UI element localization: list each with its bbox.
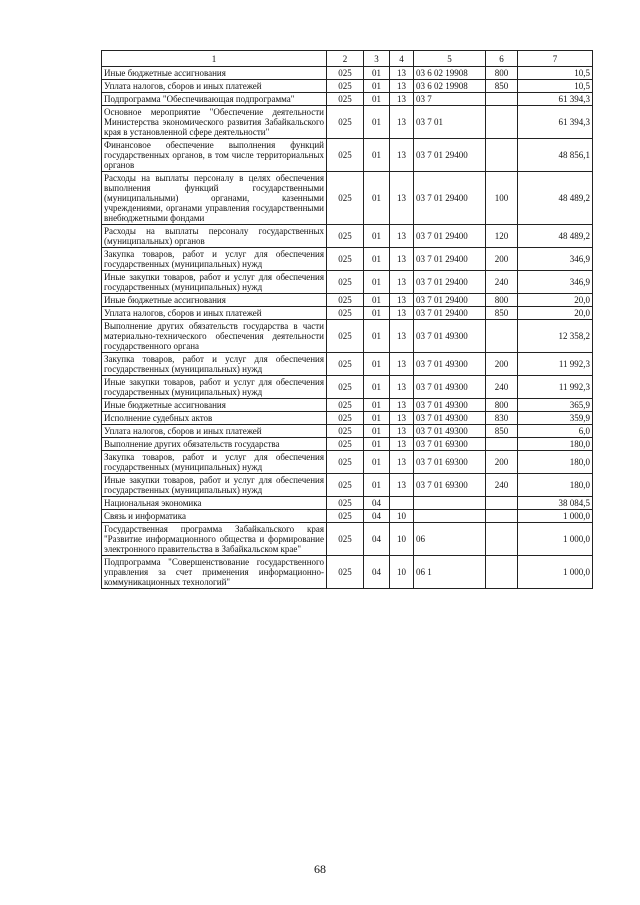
row-grbs-cell: 025 [327,412,364,425]
row-sum-cell: 1 000,0 [518,510,593,523]
row-name-cell: Иные бюджетные ассигнования [102,399,327,412]
row-grbs-cell: 025 [327,425,364,438]
row-expense-type-cell: 800 [486,294,518,307]
row-name-cell: Национальная экономика [102,497,327,510]
row-name-cell: Выполнение других обязательств государства в части материально-технического обеспечения деятельности государственного органа [102,320,327,353]
row-sum-cell: 48 489,2 [518,225,593,248]
row-section-cell: 01 [364,412,390,425]
table-row [102,271,593,294]
table-row [102,438,593,451]
row-target-article-cell: 03 7 01 29400 [414,172,486,225]
row-expense-type-cell [486,139,518,172]
row-name-cell: Выполнение других обязательств государства [102,438,327,451]
table-row [102,510,593,523]
header-row [102,51,593,67]
row-sum-cell: 11 992,3 [518,353,593,376]
row-sum-cell: 61 394,3 [518,93,593,106]
row-grbs-cell: 025 [327,271,364,294]
row-grbs-cell: 025 [327,320,364,353]
row-sum-cell: 1 000,0 [518,523,593,556]
row-grbs-cell: 025 [327,294,364,307]
row-section-cell: 01 [364,353,390,376]
table-body [102,67,593,589]
row-expense-type-cell: 800 [486,399,518,412]
col-header-section: 3 [364,51,390,67]
row-sum-cell: 48 489,2 [518,172,593,225]
row-subsection-cell: 13 [390,248,414,271]
row-subsection-cell: 10 [390,556,414,589]
table-row [102,106,593,139]
row-name-cell: Иные бюджетные ассигнования [102,67,327,80]
row-target-article-cell [414,497,486,510]
table-row [102,412,593,425]
row-grbs-cell: 025 [327,376,364,399]
row-expense-type-cell: 200 [486,248,518,271]
row-sum-cell: 12 358,2 [518,320,593,353]
row-subsection-cell: 13 [390,67,414,80]
row-name-cell: Уплата налогов, сборов и иных платежей [102,307,327,320]
row-name-cell: Подпрограмма "Обеспечивающая подпрограмма" [102,93,327,106]
row-target-article-cell: 03 7 01 49300 [414,412,486,425]
row-name-cell: Уплата налогов, сборов и иных платежей [102,425,327,438]
table-row [102,172,593,225]
row-name-cell: Иные бюджетные ассигнования [102,294,327,307]
table-row [102,474,593,497]
col-header-name: 1 [102,51,327,67]
row-subsection-cell: 10 [390,523,414,556]
row-grbs-cell: 025 [327,438,364,451]
row-subsection-cell: 13 [390,139,414,172]
row-sum-cell: 20,0 [518,307,593,320]
row-section-cell: 04 [364,510,390,523]
table-row [102,139,593,172]
row-target-article-cell: 03 7 01 29400 [414,294,486,307]
row-target-article-cell: 03 6 02 19908 [414,80,486,93]
row-target-article-cell: 03 7 01 49300 [414,425,486,438]
row-name-cell: Иные закупки товаров, работ и услуг для обеспечения государственных (муниципальных) нужд [102,271,327,294]
row-subsection-cell: 13 [390,294,414,307]
row-target-article-cell: 03 7 01 49300 [414,399,486,412]
row-grbs-cell: 025 [327,399,364,412]
row-subsection-cell: 13 [390,271,414,294]
row-expense-type-cell: 850 [486,425,518,438]
row-name-cell: Исполнение судебных актов [102,412,327,425]
row-subsection-cell: 13 [390,451,414,474]
table-row [102,399,593,412]
table-row [102,248,593,271]
row-subsection-cell: 13 [390,320,414,353]
row-sum-cell: 365,9 [518,399,593,412]
row-section-cell: 01 [364,438,390,451]
row-name-cell: Иные закупки товаров, работ и услуг для обеспечения государственных (муниципальных) нужд [102,376,327,399]
row-section-cell: 01 [364,248,390,271]
row-sum-cell: 11 992,3 [518,376,593,399]
budget-table [101,50,593,589]
row-expense-type-cell: 200 [486,451,518,474]
row-grbs-cell: 025 [327,510,364,523]
row-name-cell: Уплата налогов, сборов и иных платежей [102,80,327,93]
row-section-cell: 01 [364,451,390,474]
row-grbs-cell: 025 [327,80,364,93]
row-target-article-cell: 03 7 01 69300 [414,438,486,451]
row-grbs-cell: 025 [327,307,364,320]
row-subsection-cell [390,497,414,510]
row-subsection-cell: 13 [390,474,414,497]
row-sum-cell: 10,5 [518,67,593,80]
row-subsection-cell: 10 [390,510,414,523]
row-section-cell: 01 [364,320,390,353]
row-target-article-cell [414,510,486,523]
row-name-cell: Финансовое обеспечение выполнения функций государственных органов, в том числе территориальных органов [102,139,327,172]
page-number: 68 [314,862,326,876]
row-subsection-cell: 13 [390,80,414,93]
row-section-cell: 01 [364,376,390,399]
row-name-cell: Закупка товаров, работ и услуг для обеспечения государственных (муниципальных) нужд [102,451,327,474]
row-sum-cell: 38 084,5 [518,497,593,510]
row-name-cell: Основное мероприятие "Обеспечение деятельности Министерства экономического развития Забайкальского края в установленной сфере деятельности" [102,106,327,139]
row-section-cell: 01 [364,399,390,412]
row-name-cell: Закупка товаров, работ и услуг для обеспечения государственных (муниципальных) нужд [102,353,327,376]
table-row [102,451,593,474]
table-row [102,523,593,556]
row-subsection-cell: 13 [390,106,414,139]
row-grbs-cell: 025 [327,172,364,225]
row-sum-cell: 359,9 [518,412,593,425]
row-expense-type-cell: 850 [486,307,518,320]
row-target-article-cell: 03 7 01 49300 [414,376,486,399]
row-expense-type-cell: 120 [486,225,518,248]
row-expense-type-cell [486,497,518,510]
table-row [102,556,593,589]
row-expense-type-cell [486,93,518,106]
table-row [102,353,593,376]
row-expense-type-cell [486,556,518,589]
row-expense-type-cell: 830 [486,412,518,425]
row-name-cell: Связь и информатика [102,510,327,523]
row-subsection-cell: 13 [390,399,414,412]
row-sum-cell: 61 394,3 [518,106,593,139]
row-section-cell: 01 [364,80,390,93]
row-target-article-cell: 03 7 01 29400 [414,139,486,172]
row-section-cell: 01 [364,225,390,248]
row-target-article-cell: 03 7 01 29400 [414,248,486,271]
table-row [102,376,593,399]
row-subsection-cell: 13 [390,93,414,106]
row-target-article-cell: 03 7 01 69300 [414,451,486,474]
table-row [102,294,593,307]
table-row [102,497,593,510]
table-row [102,67,593,80]
row-expense-type-cell [486,320,518,353]
row-subsection-cell: 13 [390,438,414,451]
col-header-grbs: 2 [327,51,364,67]
row-grbs-cell: 025 [327,556,364,589]
row-subsection-cell: 13 [390,225,414,248]
row-expense-type-cell [486,106,518,139]
col-header-target-article: 5 [414,51,486,67]
row-subsection-cell: 13 [390,172,414,225]
row-sum-cell: 180,0 [518,451,593,474]
row-sum-cell: 48 856,1 [518,139,593,172]
row-section-cell: 04 [364,556,390,589]
row-sum-cell: 180,0 [518,474,593,497]
row-target-article-cell: 03 7 01 29400 [414,225,486,248]
row-subsection-cell: 13 [390,307,414,320]
row-expense-type-cell: 100 [486,172,518,225]
col-header-subsection: 4 [390,51,414,67]
row-grbs-cell: 025 [327,523,364,556]
row-target-article-cell: 03 7 [414,93,486,106]
row-target-article-cell: 06 1 [414,556,486,589]
row-expense-type-cell [486,438,518,451]
row-grbs-cell: 025 [327,353,364,376]
row-target-article-cell: 03 7 01 69300 [414,474,486,497]
row-sum-cell: 10,5 [518,80,593,93]
row-subsection-cell: 13 [390,376,414,399]
row-section-cell: 01 [364,474,390,497]
table-row [102,320,593,353]
row-expense-type-cell: 800 [486,67,518,80]
row-target-article-cell: 06 [414,523,486,556]
row-sum-cell: 1 000,0 [518,556,593,589]
row-expense-type-cell: 200 [486,353,518,376]
row-section-cell: 04 [364,523,390,556]
col-header-expense-type: 6 [486,51,518,67]
row-name-cell: Иные закупки товаров, работ и услуг для обеспечения государственных (муниципальных) нужд [102,474,327,497]
row-section-cell: 01 [364,139,390,172]
row-name-cell: Расходы на выплаты персоналу государственных (муниципальных) органов [102,225,327,248]
row-target-article-cell: 03 7 01 [414,106,486,139]
row-section-cell: 01 [364,294,390,307]
table-row [102,425,593,438]
row-expense-type-cell: 240 [486,474,518,497]
row-grbs-cell: 025 [327,497,364,510]
row-name-cell: Закупка товаров, работ и услуг для обеспечения государственных (муниципальных) нужд [102,248,327,271]
row-grbs-cell: 025 [327,474,364,497]
row-target-article-cell: 03 7 01 29400 [414,271,486,294]
row-section-cell: 04 [364,497,390,510]
row-expense-type-cell: 850 [486,80,518,93]
row-grbs-cell: 025 [327,248,364,271]
row-name-cell: Государственная программа Забайкальского края "Развитие информационного общества и формирование электронного правительства в Забайкальском крае" [102,523,327,556]
row-grbs-cell: 025 [327,225,364,248]
row-grbs-cell: 025 [327,451,364,474]
row-target-article-cell: 03 7 01 29400 [414,307,486,320]
row-target-article-cell: 03 7 01 49300 [414,320,486,353]
row-name-cell: Расходы на выплаты персоналу в целях обеспечения выполнения функций государственными (муниципальными) органами, казенными учреждениями, органами управления государственными внебюджетными фондами [102,172,327,225]
row-expense-type-cell [486,523,518,556]
row-grbs-cell: 025 [327,67,364,80]
table-row [102,225,593,248]
table-row [102,80,593,93]
row-target-article-cell: 03 6 02 19908 [414,67,486,80]
row-subsection-cell: 13 [390,353,414,376]
row-sum-cell: 180,0 [518,438,593,451]
row-section-cell: 01 [364,271,390,294]
row-name-cell: Подпрограмма "Совершенствование государственного управления за счет применения информационно-коммуникационных технологий" [102,556,327,589]
col-header-sum: 7 [518,51,593,67]
row-section-cell: 01 [364,425,390,438]
row-section-cell: 01 [364,307,390,320]
row-section-cell: 01 [364,106,390,139]
row-sum-cell: 346,9 [518,248,593,271]
row-grbs-cell: 025 [327,106,364,139]
row-section-cell: 01 [364,93,390,106]
row-expense-type-cell: 240 [486,376,518,399]
row-section-cell: 01 [364,172,390,225]
row-section-cell: 01 [364,67,390,80]
row-expense-type-cell: 240 [486,271,518,294]
row-sum-cell: 6,0 [518,425,593,438]
row-subsection-cell: 13 [390,412,414,425]
row-expense-type-cell [486,510,518,523]
table-row [102,307,593,320]
row-subsection-cell: 13 [390,425,414,438]
row-grbs-cell: 025 [327,139,364,172]
row-sum-cell: 20,0 [518,294,593,307]
table-row [102,93,593,106]
row-grbs-cell: 025 [327,93,364,106]
row-target-article-cell: 03 7 01 49300 [414,353,486,376]
row-sum-cell: 346,9 [518,271,593,294]
